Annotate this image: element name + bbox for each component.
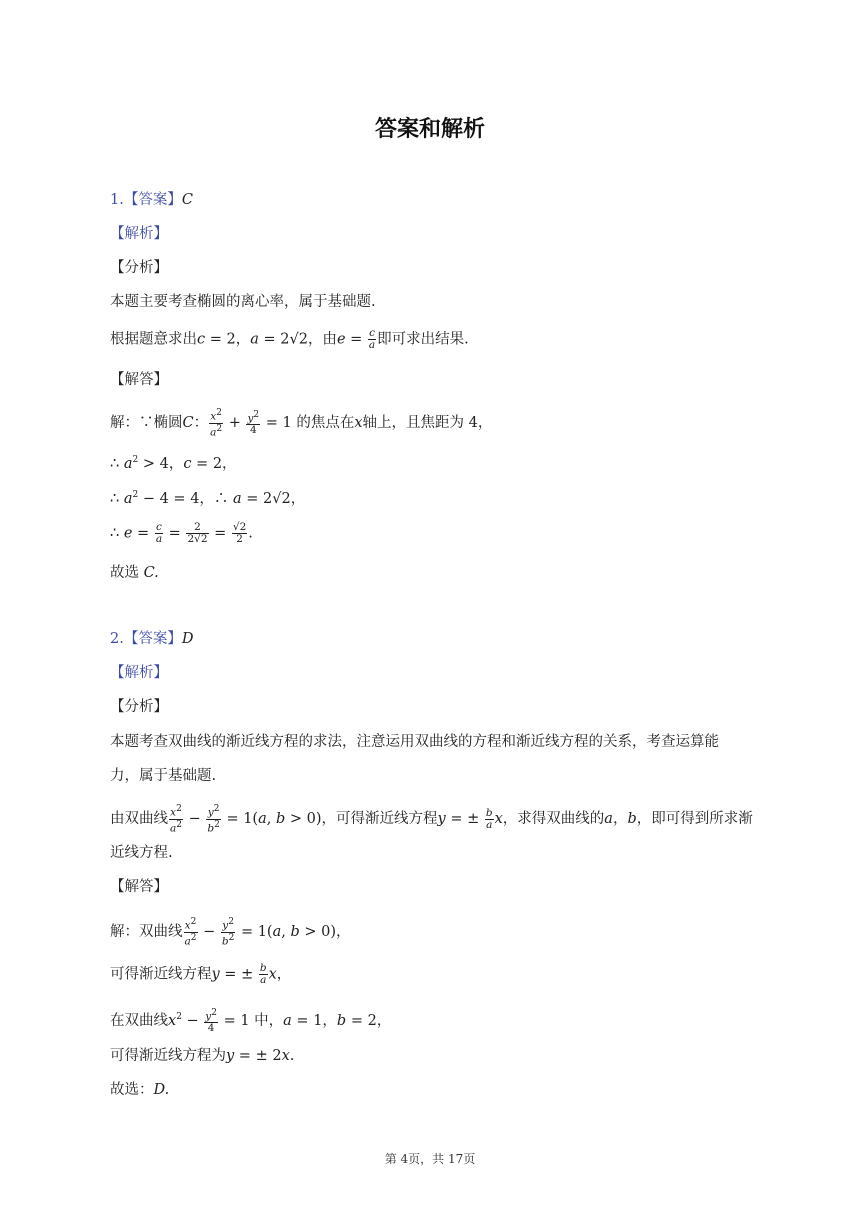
q2-choose-text: 故选：: [110, 1082, 154, 1098]
q2-sol-2-prefix: 可得渐近线方程: [110, 966, 212, 983]
q2-sol-1-prefix: 解：双曲线: [110, 924, 183, 940]
q2-solution-1: 解：双曲线 $\frac{x^2}{a^2}$ − $\frac{y^2}{b^2}$ = 1(a, b > 0)，: [110, 917, 351, 947]
q1-jieda-tag: 【解答】: [110, 372, 168, 388]
q1-choose-text: 故选: [110, 565, 139, 581]
q1-solution-3: ∴ $a^2 - 4 = 4$，∴ a = 2√2，: [110, 490, 306, 507]
q2-choose-val: D.: [153, 1082, 170, 1098]
q1-jiexi-tag: 【解析】: [110, 226, 168, 242]
q1-analysis-1: 本题主要考查椭圆的离心率，属于基础题.: [110, 294, 376, 310]
q1-analysis-2-prefix: 根据题意求出: [110, 331, 197, 348]
q2-answer-tag: 【答案】: [123, 631, 182, 647]
page-footer: 第 4页，共 17页: [384, 1152, 476, 1166]
q2-analysis-3-mid: ，可得渐近线方程: [321, 811, 438, 827]
q2-analysis-4: 近线方程.: [110, 845, 173, 861]
q2-analysis-3-prefix: 由双曲线: [110, 811, 168, 827]
q1-answer: C: [181, 192, 193, 208]
q2-number: 2.: [110, 631, 124, 647]
q1-sol-1-suffix: 的焦点在: [296, 415, 355, 431]
q1-solution-1: 解：∵椭圆C： $\frac{x^2}{a^2}$ + $\frac{y^2}{4}$ = 1 的焦点在x轴上，且焦距为 4，: [110, 408, 493, 438]
q1-fenxi-tag: 【分析】: [110, 260, 168, 276]
q1-solution-2: ∴ $a^2 > 4$，c = 2，: [110, 455, 237, 472]
page-title: 答案和解析: [374, 117, 485, 142]
q2-choose: [110, 1080, 169, 1100]
q2-jiexi-tag: 【解析】: [110, 665, 168, 681]
q2-answer-line: [110, 629, 193, 649]
q2-analysis-3-suffix: ，即可得到所求渐: [636, 811, 753, 827]
q2-sol-4-prefix: 可得渐近线方程为: [110, 1048, 226, 1064]
q2-analysis-3: 由双曲线 $\frac{x^2}{a^2}$ − $\frac{y^2}{b^2}$ = 1(a, b > 0)，可得渐近线方程y = ± $\frac{b}{a}$ x，求得双曲线的a，b，即可得到所求渐: [110, 804, 753, 834]
q1-analysis-2: 根据题意求出c = 2，a = 2√2，由e = $\frac{c}{a}$ 即可求出结果.: [110, 327, 469, 351]
q1-choose: [110, 563, 159, 583]
q1-answer-line: [110, 190, 193, 210]
q1-solution-4: ∴ e = $\frac{c}{a}$ = $\frac{2}{2√2}$ = $\frac{√2}{2}$ .: [110, 521, 253, 545]
q1-analysis-2-suffix: 即可求出结果.: [377, 331, 469, 348]
q1-analysis-2-mid: ，由: [307, 331, 337, 348]
q1-answer-tag: 【答案】: [123, 192, 182, 208]
q2-jieda-tag: 【解答】: [110, 879, 168, 895]
q2-solution-3: 在双曲线$x^2$ − $\frac{y^2}{4}$ = 1 中，a = 1，b = 2，: [110, 1007, 392, 1035]
q1-sol-1-axis: 轴上，且焦距为 4，: [362, 415, 493, 431]
q2-solution-4: 可得渐近线方程为y = ± 2x.: [110, 1048, 295, 1064]
q2-fenxi-tag: 【分析】: [110, 699, 168, 715]
q2-sol-3-prefix: 在双曲线: [110, 1012, 168, 1029]
q1-sol-1-prefix: 解：∵椭圆: [110, 415, 183, 431]
q2-analysis-2: 力，属于基础题.: [110, 768, 217, 784]
q2-solution-2: 可得渐近线方程y = ± $\frac{b}{a}$ x，: [110, 962, 292, 986]
q1-number: 1.: [110, 192, 124, 208]
q2-analysis-1: 本题考查双曲线的渐近线方程的求法，注意运用双曲线的方程和渐近线方程的关系，考查运算能: [110, 734, 719, 750]
q2-answer: D: [181, 631, 194, 647]
q2-analysis-3-mid2: ，求得双曲线的: [502, 811, 605, 827]
q1-choose-val: C.: [143, 565, 159, 581]
q2-sol-3-mid: 中，: [254, 1012, 284, 1029]
